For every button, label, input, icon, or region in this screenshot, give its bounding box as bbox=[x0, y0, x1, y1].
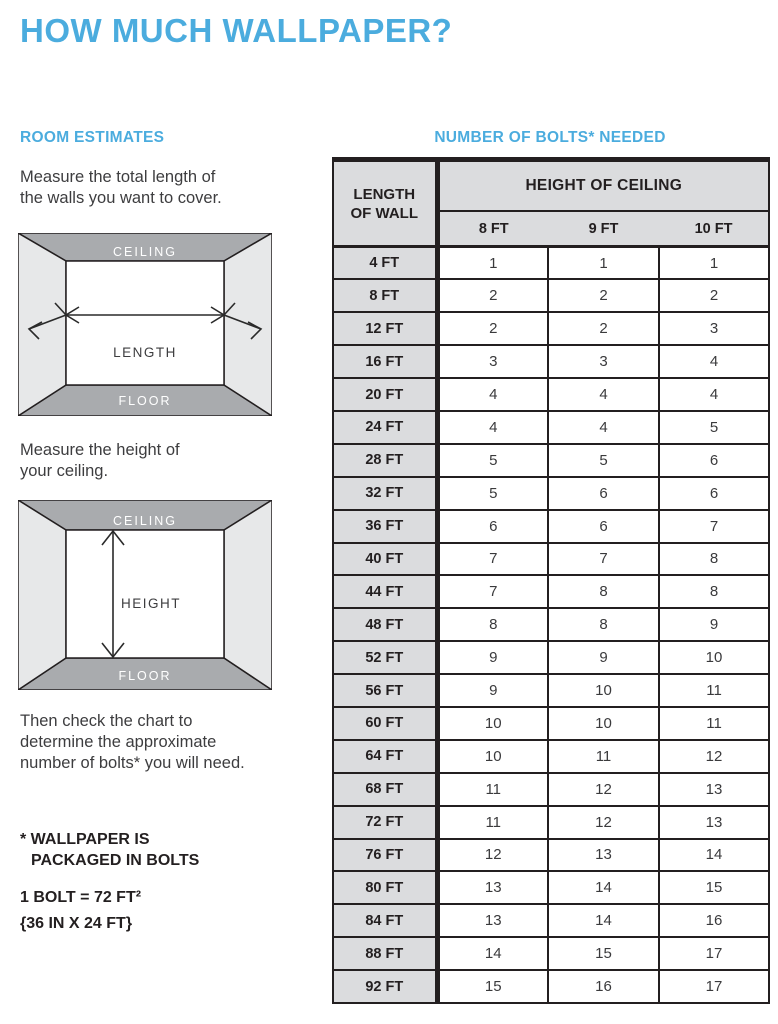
wall-length-cell: 64 FT bbox=[333, 740, 437, 773]
bolts-needed-table bbox=[332, 157, 770, 1004]
paragraph-line: Measure the total length of bbox=[20, 168, 216, 186]
bolt-size-info bbox=[20, 885, 141, 937]
table-row bbox=[333, 970, 769, 1003]
room-height-diagram bbox=[18, 500, 272, 690]
bolt-count-cell: 10 bbox=[548, 674, 659, 707]
table-row bbox=[333, 740, 769, 773]
bolt-count-cell: 10 bbox=[659, 641, 769, 674]
paragraph-line: Then check the chart to bbox=[20, 712, 193, 730]
length-label: LENGTH bbox=[113, 345, 177, 360]
bolt-count-cell: 4 bbox=[437, 378, 548, 411]
bolt-count-cell: 8 bbox=[437, 608, 548, 641]
bolt-count-cell: 16 bbox=[548, 970, 659, 1003]
measure-length-paragraph bbox=[20, 167, 222, 209]
floor-label: FLOOR bbox=[118, 394, 172, 408]
table-row bbox=[333, 871, 769, 904]
bolt-count-cell: 6 bbox=[659, 444, 769, 477]
header-line: OF WALL bbox=[350, 204, 418, 222]
ceiling-8ft-header: 8 FT bbox=[437, 211, 548, 247]
wall-length-cell: 36 FT bbox=[333, 510, 437, 543]
bolt-count-cell: 8 bbox=[548, 575, 659, 608]
table-row bbox=[333, 674, 769, 707]
table-row bbox=[333, 444, 769, 477]
bolt-count-cell: 4 bbox=[659, 345, 769, 378]
table-row bbox=[333, 839, 769, 872]
bolt-count-cell: 6 bbox=[548, 510, 659, 543]
wall-length-cell: 84 FT bbox=[333, 904, 437, 937]
wall-length-cell: 88 FT bbox=[333, 937, 437, 970]
bolt-count-cell: 4 bbox=[548, 411, 659, 444]
bolts-needed-heading: NUMBER OF BOLTS* NEEDED bbox=[434, 129, 666, 146]
wall-length-cell: 80 FT bbox=[333, 871, 437, 904]
bolt-count-cell: 13 bbox=[659, 806, 769, 839]
table-row bbox=[333, 806, 769, 839]
bolt-count-cell: 7 bbox=[437, 575, 548, 608]
bolt-count-cell: 15 bbox=[437, 970, 548, 1003]
bolt-count-cell: 13 bbox=[437, 904, 548, 937]
ceiling-9ft-header: 9 FT bbox=[548, 211, 659, 247]
table-header-row bbox=[333, 160, 769, 212]
wallpaper-bolts-footnote bbox=[20, 829, 199, 871]
bolt-count-cell: 5 bbox=[437, 444, 548, 477]
bolt-count-cell: 9 bbox=[437, 674, 548, 707]
bolt-count-cell: 12 bbox=[437, 839, 548, 872]
measure-height-paragraph bbox=[20, 440, 180, 482]
bolt-count-cell: 7 bbox=[437, 543, 548, 576]
wall-length-cell: 12 FT bbox=[333, 312, 437, 345]
wall-length-cell: 20 FT bbox=[333, 378, 437, 411]
bolt-count-cell: 17 bbox=[659, 970, 769, 1003]
table-row bbox=[333, 510, 769, 543]
bolt-count-cell: 4 bbox=[548, 378, 659, 411]
footnote-line: * WALLPAPER IS bbox=[20, 831, 150, 848]
height-label: HEIGHT bbox=[120, 596, 182, 611]
floor-label: FLOOR bbox=[118, 669, 172, 683]
bolt-count-cell: 14 bbox=[659, 839, 769, 872]
bolt-count-cell: 2 bbox=[437, 279, 548, 312]
bolt-count-cell: 6 bbox=[659, 477, 769, 510]
table-row bbox=[333, 608, 769, 641]
paragraph-line: the walls you want to cover. bbox=[20, 189, 222, 207]
bolts-table-body bbox=[333, 247, 769, 1003]
table-row bbox=[333, 312, 769, 345]
bolt-count-cell: 6 bbox=[437, 510, 548, 543]
table-row bbox=[333, 411, 769, 444]
wall-length-cell: 52 FT bbox=[333, 641, 437, 674]
footnote-line: PACKAGED IN BOLTS bbox=[31, 852, 200, 869]
bolt-count-cell: 13 bbox=[437, 871, 548, 904]
room-length-diagram bbox=[18, 233, 272, 416]
bolt-count-cell: 1 bbox=[659, 247, 769, 280]
back-wall-surface bbox=[66, 261, 224, 385]
wall-length-cell: 16 FT bbox=[333, 345, 437, 378]
right-wall-surface bbox=[224, 500, 272, 690]
bolt-count-cell: 9 bbox=[548, 641, 659, 674]
bolt-count-cell: 11 bbox=[437, 773, 548, 806]
bolt-count-cell: 12 bbox=[548, 806, 659, 839]
bolt-count-cell: 13 bbox=[659, 773, 769, 806]
paragraph-line: number of bolts* you will need. bbox=[20, 754, 245, 772]
table-row bbox=[333, 247, 769, 280]
bolt-count-cell: 3 bbox=[548, 345, 659, 378]
page-title: HOW MUCH WALLPAPER? bbox=[20, 12, 453, 49]
bolt-count-cell: 17 bbox=[659, 937, 769, 970]
bolt-count-cell: 11 bbox=[548, 740, 659, 773]
paragraph-line: your ceiling. bbox=[20, 462, 109, 480]
bolt-count-cell: 3 bbox=[659, 312, 769, 345]
bolt-count-cell: 2 bbox=[548, 312, 659, 345]
bolt-count-cell: 10 bbox=[437, 740, 548, 773]
wall-length-cell: 4 FT bbox=[333, 247, 437, 280]
bolt-count-cell: 12 bbox=[548, 773, 659, 806]
bolt-count-cell: 4 bbox=[659, 378, 769, 411]
wall-length-cell: 60 FT bbox=[333, 707, 437, 740]
table-row bbox=[333, 279, 769, 312]
bolt-count-cell: 3 bbox=[437, 345, 548, 378]
wall-length-cell: 28 FT bbox=[333, 444, 437, 477]
bolt-count-cell: 13 bbox=[548, 839, 659, 872]
wall-length-cell: 40 FT bbox=[333, 543, 437, 576]
table-row bbox=[333, 477, 769, 510]
bolt-count-cell: 11 bbox=[437, 806, 548, 839]
table-row bbox=[333, 707, 769, 740]
bolt-count-cell: 14 bbox=[437, 937, 548, 970]
wall-length-cell: 76 FT bbox=[333, 839, 437, 872]
ceiling-label: CEILING bbox=[112, 514, 178, 528]
ceiling-height-group-header: HEIGHT OF CEILING bbox=[437, 160, 769, 212]
bolt-count-cell: 7 bbox=[548, 543, 659, 576]
table-row bbox=[333, 345, 769, 378]
bolt-count-cell: 5 bbox=[437, 477, 548, 510]
table-row bbox=[333, 904, 769, 937]
bolt-count-cell: 9 bbox=[659, 608, 769, 641]
bolt-count-cell: 8 bbox=[548, 608, 659, 641]
wall-length-cell: 68 FT bbox=[333, 773, 437, 806]
bolt-count-cell: 15 bbox=[548, 937, 659, 970]
table-row bbox=[333, 773, 769, 806]
bolt-count-cell: 14 bbox=[548, 904, 659, 937]
wall-length-cell: 32 FT bbox=[333, 477, 437, 510]
paragraph-line: Measure the height of bbox=[20, 441, 180, 459]
table-row bbox=[333, 937, 769, 970]
bolt-count-cell: 6 bbox=[548, 477, 659, 510]
bolt-count-cell: 4 bbox=[437, 411, 548, 444]
wall-length-cell: 8 FT bbox=[333, 279, 437, 312]
bolt-count-cell: 15 bbox=[659, 871, 769, 904]
left-wall-surface bbox=[18, 500, 66, 690]
bolt-count-cell: 5 bbox=[548, 444, 659, 477]
bolt-count-cell: 9 bbox=[437, 641, 548, 674]
bolt-count-cell: 11 bbox=[659, 674, 769, 707]
bolt-count-cell: 12 bbox=[659, 740, 769, 773]
bolt-count-cell: 10 bbox=[548, 707, 659, 740]
table-row bbox=[333, 575, 769, 608]
bolt-dimensions: {36 IN X 24 FT} bbox=[20, 915, 133, 932]
wall-length-column-header bbox=[333, 160, 437, 247]
bolt-count-cell: 2 bbox=[437, 312, 548, 345]
bolt-count-cell: 5 bbox=[659, 411, 769, 444]
wall-length-cell: 92 FT bbox=[333, 970, 437, 1003]
table-row bbox=[333, 543, 769, 576]
room-estimates-heading: ROOM ESTIMATES bbox=[20, 129, 165, 146]
ceiling-10ft-header: 10 FT bbox=[659, 211, 769, 247]
bolt-count-cell: 8 bbox=[659, 543, 769, 576]
header-line: LENGTH bbox=[353, 185, 416, 203]
wall-length-cell: 24 FT bbox=[333, 411, 437, 444]
check-chart-paragraph bbox=[20, 711, 245, 774]
wall-length-cell: 44 FT bbox=[333, 575, 437, 608]
bolt-count-cell: 1 bbox=[548, 247, 659, 280]
bolt-count-cell: 2 bbox=[548, 279, 659, 312]
bolt-count-cell: 16 bbox=[659, 904, 769, 937]
bolt-count-cell: 7 bbox=[659, 510, 769, 543]
bolt-count-cell: 2 bbox=[659, 279, 769, 312]
bolt-equation: 1 BOLT = 72 FT² bbox=[20, 889, 142, 906]
bolt-count-cell: 14 bbox=[548, 871, 659, 904]
wall-length-cell: 56 FT bbox=[333, 674, 437, 707]
back-wall-surface bbox=[66, 530, 224, 658]
bolt-count-cell: 10 bbox=[437, 707, 548, 740]
bolt-count-cell: 1 bbox=[437, 247, 548, 280]
paragraph-line: determine the approximate bbox=[20, 733, 217, 751]
bolt-count-cell: 8 bbox=[659, 575, 769, 608]
wall-length-cell: 48 FT bbox=[333, 608, 437, 641]
table-row bbox=[333, 378, 769, 411]
bolt-count-cell: 11 bbox=[659, 707, 769, 740]
ceiling-label: CEILING bbox=[112, 245, 178, 259]
table-row bbox=[333, 641, 769, 674]
wall-length-cell: 72 FT bbox=[333, 806, 437, 839]
